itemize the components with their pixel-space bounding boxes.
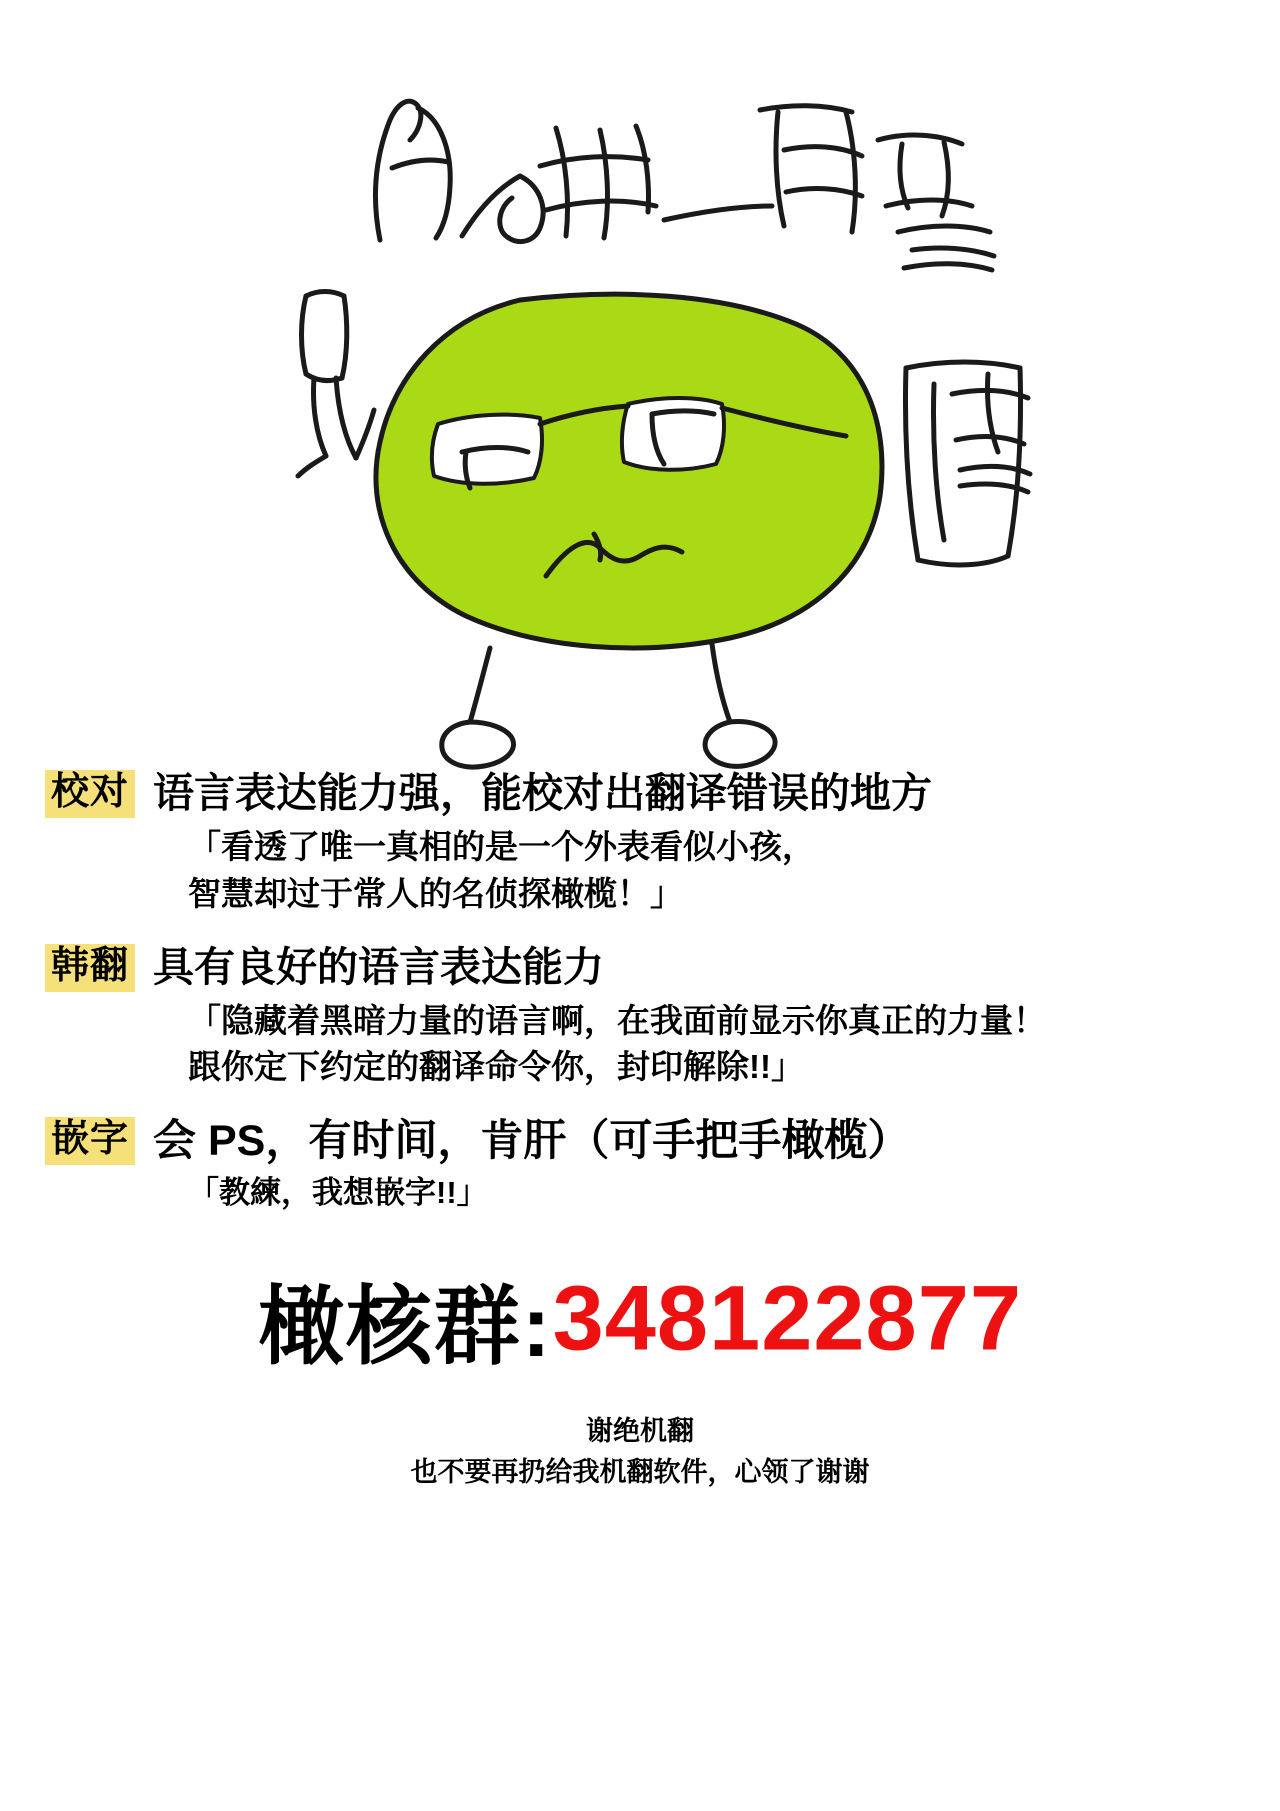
section-tag: 韩翻 bbox=[45, 944, 135, 992]
illustration-area bbox=[0, 0, 1280, 770]
group-label: 橄核群: bbox=[257, 1279, 553, 1376]
footer-line-2: 也不要再扔给我机翻软件，心领了谢谢 bbox=[410, 1456, 870, 1487]
requirement-sections bbox=[0, 770, 1280, 1215]
quote-line: 智慧却过于常人的名侦探橄榄！」 bbox=[188, 874, 683, 912]
section-header bbox=[45, 1117, 1235, 1165]
footer-line-1: 谢绝机翻 bbox=[586, 1416, 694, 1447]
section-quote bbox=[188, 824, 1235, 918]
section-header bbox=[45, 944, 1235, 992]
section-quote bbox=[188, 998, 1235, 1092]
section-proofreading bbox=[45, 770, 1235, 918]
quote-line: 「教練，我想嵌字!!」 bbox=[188, 1175, 488, 1211]
section-typesetting bbox=[45, 1117, 1235, 1215]
group-contact-line bbox=[0, 1257, 1280, 1381]
section-tag: 嵌字 bbox=[45, 1117, 135, 1165]
quote-line: 「看透了唯一真相的是一个外表看似小孩， bbox=[188, 827, 815, 865]
section-heading: 会 PS，有时间，肯肝（可手把手橄榄） bbox=[153, 1116, 911, 1165]
section-korean-translation bbox=[45, 944, 1235, 1092]
quote-line: 跟你定下约定的翻译命令你，封印解除!!」 bbox=[188, 1048, 804, 1086]
quote-line: 「隐藏着黑暗力量的语言啊，在我面前显示你真正的力量！ bbox=[188, 1001, 1046, 1039]
group-number: 348122877 bbox=[552, 1267, 1023, 1370]
section-heading: 具有良好的语言表达能力 bbox=[153, 944, 605, 990]
footer-note bbox=[0, 1411, 1280, 1492]
section-heading: 语言表达能力强，能校对出翻译错误的地方 bbox=[153, 770, 933, 817]
doodle-illustration bbox=[0, 0, 1280, 770]
section-tag: 校对 bbox=[45, 770, 135, 818]
section-quote bbox=[188, 1171, 1235, 1215]
section-header bbox=[45, 770, 1235, 818]
